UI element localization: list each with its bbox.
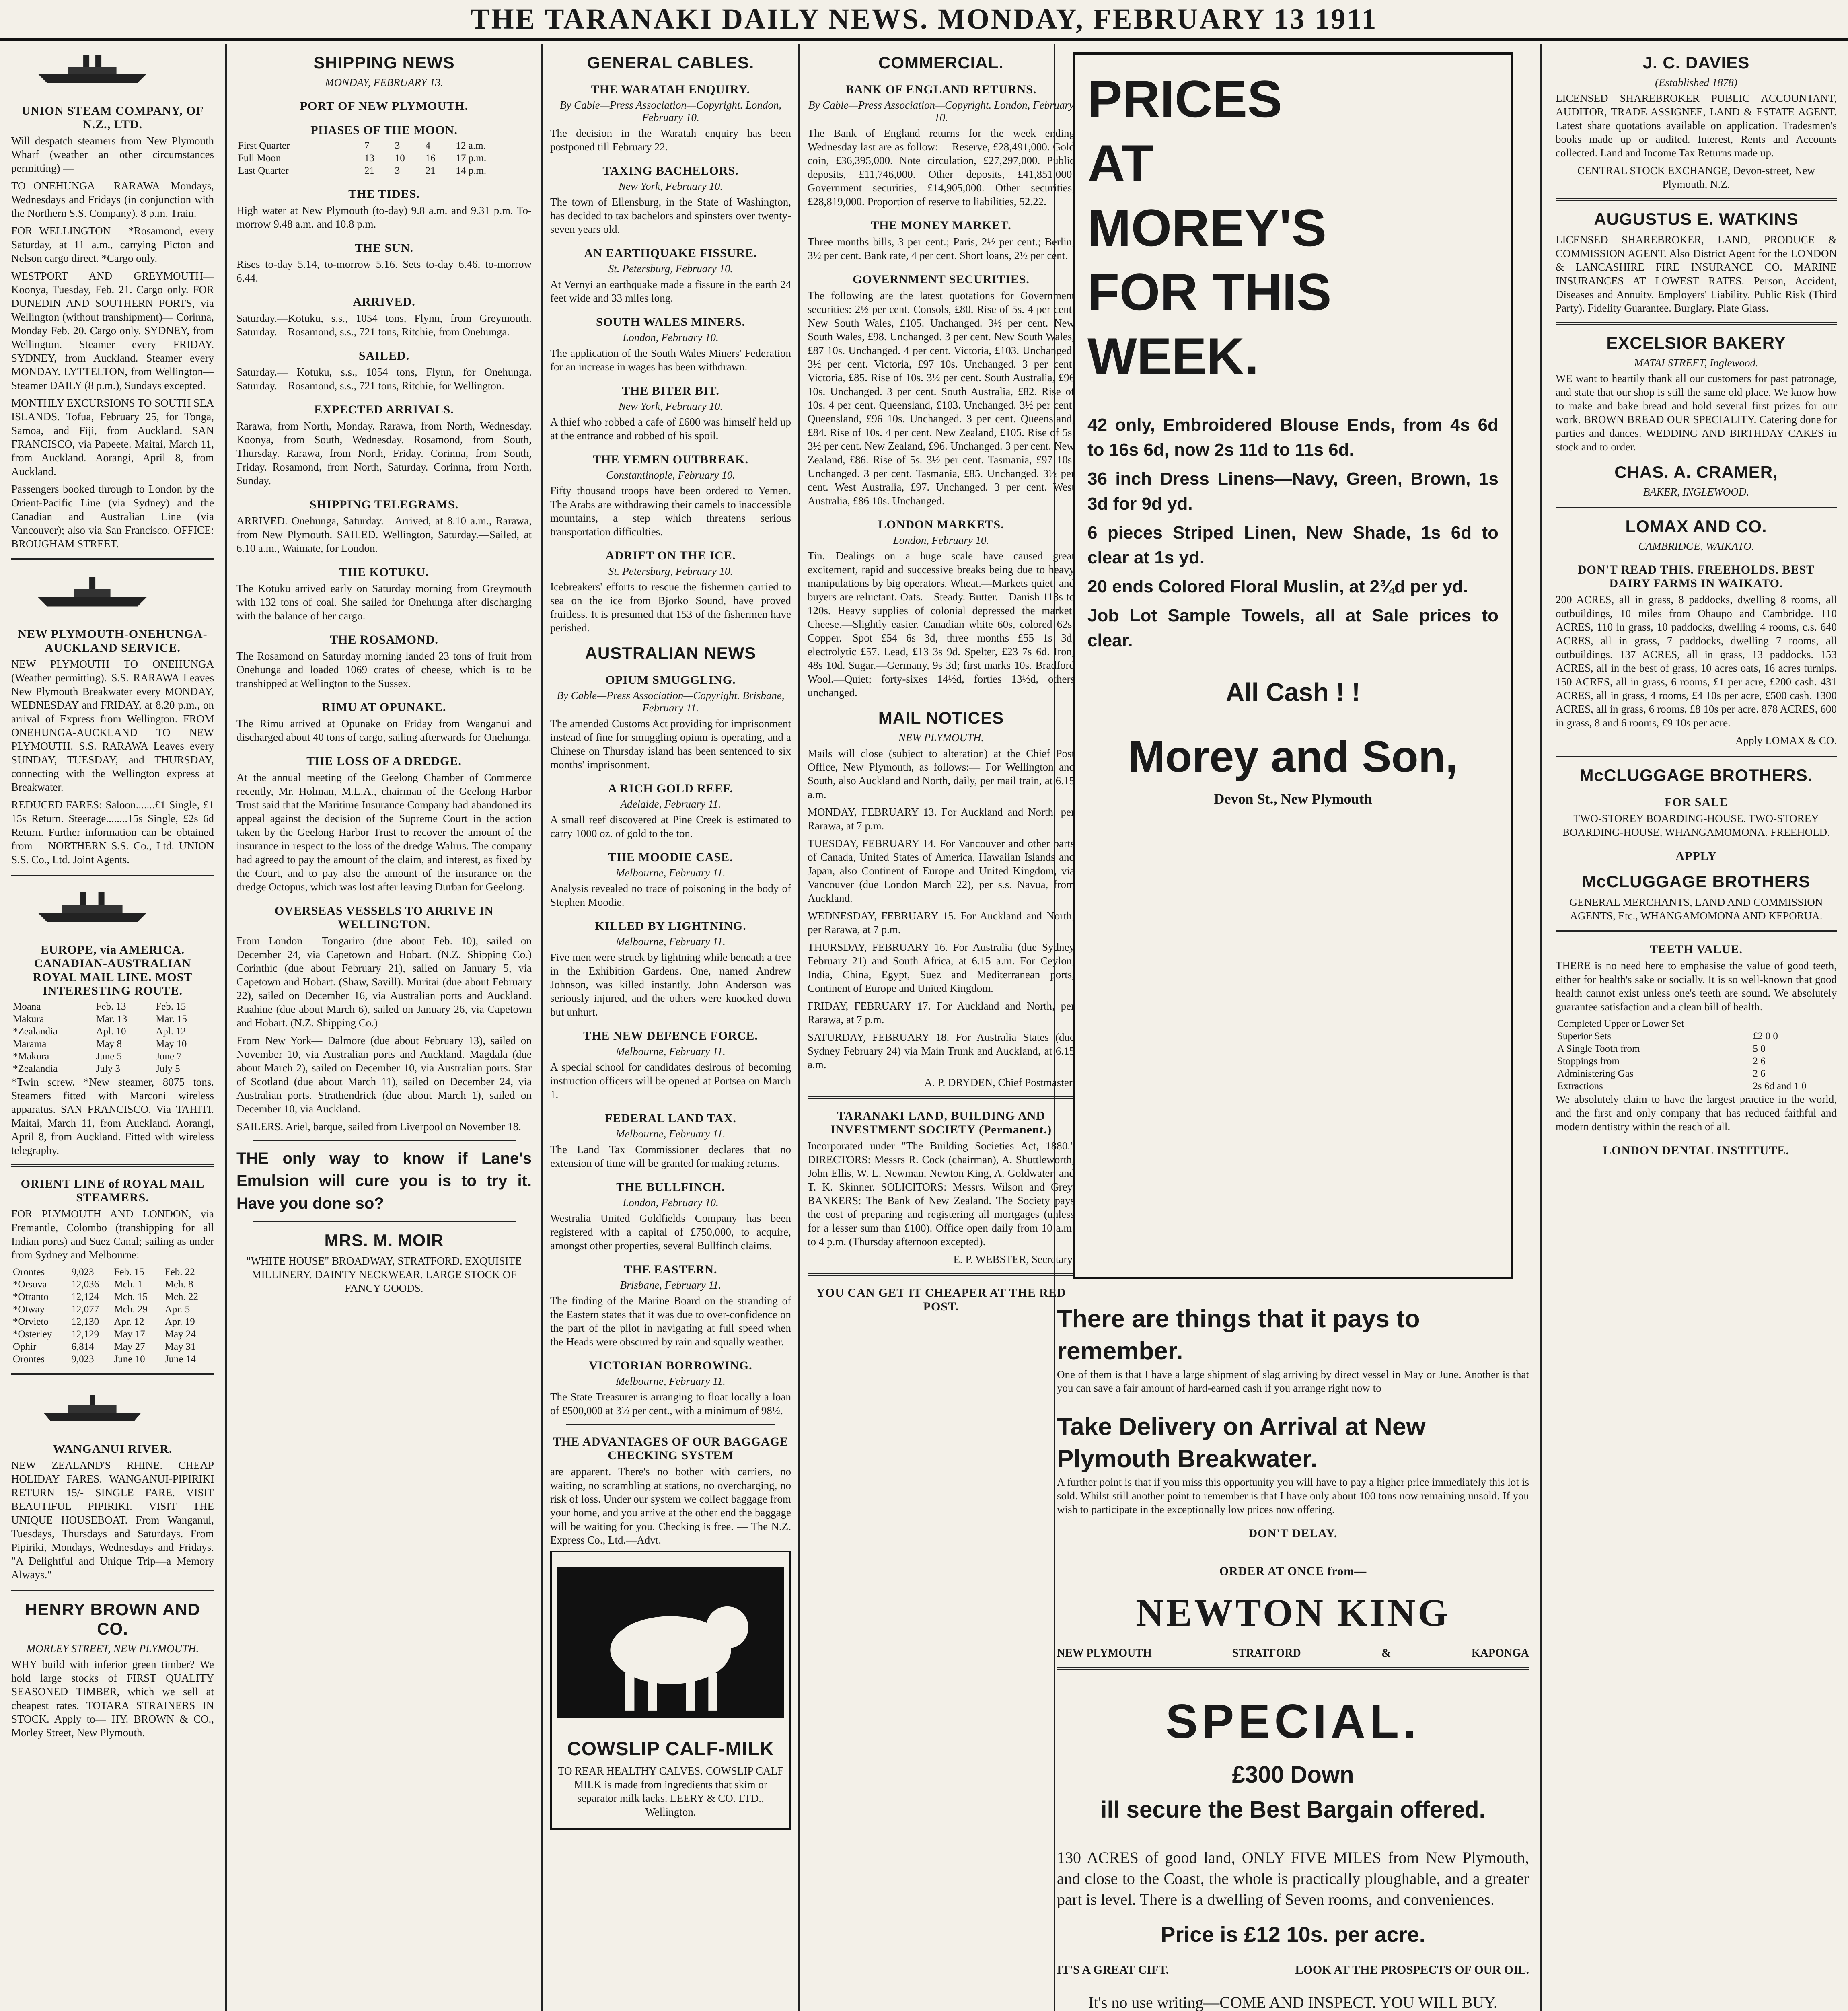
- story-dateline: London, February 10.: [623, 331, 719, 343]
- divider: [1057, 1667, 1529, 1670]
- story-text: The decision in the Waratah enquiry has been postponed till February 22.: [550, 127, 791, 153]
- story-dateline: Melbourne, February 11.: [616, 1128, 726, 1140]
- dental-institute: LONDON DENTAL INSTITUTE.: [1603, 1144, 1789, 1157]
- money-text: Three months bills, 3 per cent.; Paris, 2½ per cent.; Berlin, 3½ per cent. Bank rate, 4 per cent. Short loans, 2½ per cent.: [808, 236, 1075, 261]
- newyork-text: From New York— Dalmore (due about February 13), sailed on November 10, via Australian ports and Auckland. Magdala (due about March 2), sailed on December 10, via Australian ports. Star of Scotland (due about March 11), sailed on December 24, via Australian ports. Strathendrick (due about March 1), sailed on December 10, via Auckland.: [236, 1034, 532, 1115]
- story-heading: THE BITER BIT.: [622, 384, 719, 397]
- mail-day: MONDAY, FEBRUARY 13. For Auckland and North, per Rarawa, at 7 p.m.: [808, 806, 1075, 832]
- np-service-heading: NEW PLYMOUTH-ONEHUNGA-AUCKLAND SERVICE.: [18, 627, 208, 654]
- table-row: *Zealandia July 3 July 5: [13, 1063, 180, 1074]
- cramer-sub: BAKER, INGLEWOOD.: [1643, 486, 1749, 498]
- brown-heading: HENRY BROWN AND CO.: [25, 1600, 200, 1638]
- divider: [11, 1589, 214, 1591]
- baggage-text: are apparent. There's no bother with carriers, no waiting, no scrambling at stations, no overcharging, no risk of loss. Under our system we collect baggage from your home, and you arrive at the other end the baggage will be waiting for you. Checking is free. — The N.Z. Express Co., Ltd.—Advt.: [550, 1466, 791, 1546]
- mail-text: Mails will close (subject to alteration) at the Chief Post Office, New Plymouth, as follows:— For Wellington and South, also Auckland and North, daily, per mail train, at 6.15 a.m.: [808, 747, 1075, 800]
- moreys-name: Morey and Son,: [1128, 732, 1458, 781]
- brown-address: MORLEY STREET, NEW PLYMOUTH.: [26, 1643, 199, 1655]
- moreys-item: 36 inch Dress Linens—Navy, Green, Brown, 1s 3d for 9d yd.: [1087, 469, 1499, 514]
- moreys-item: Job Lot Sample Towels, all at Sale prices to clear.: [1087, 606, 1499, 650]
- column-rule: [225, 44, 227, 2011]
- story-dateline: St. Petersburg, February 10.: [608, 263, 733, 275]
- divider: [11, 1373, 214, 1375]
- london-text: Tin.—Dealings on a huge scale have caused great excitement, rapid and successive breaks being due to heavy manipulations by big operators. Wheat.—Markets quiet, and buyers are reluctant. Oats.—Steady. Butter.—Danish 118s to 120s. Heavy supplies of colonial depressed the market. Cheese.—Slightly easier. Canadian white 60s, colored 62s. Copper.—Spot £54 6s 3d, three months £55 1s 3d, electrolytic £57. Lead, £13 3s 9d. Spelter, £23 7s 6d. Iron, 48s 10d. Sugar.—Germany, 9s 3d; first marks 10s. Bradford Wool.—Quiet; forty-sixes 14½d, forties 13½d, others unchanged.: [808, 550, 1075, 699]
- davies-text: LICENSED SHAREBROKER PUBLIC ACCOUNTANT, AUDITOR, TRADE ASSIGNEE, LAND & ESTATE AGENT. Latest share quotations available on application. Tradesmen's books made up or audited. Interest, Rents and Accounts collected. Land and Income Tax Returns made up.: [1556, 92, 1837, 159]
- mail-place: NEW PLYMOUTH.: [898, 732, 984, 744]
- column-rule: [1540, 44, 1542, 2011]
- column-4: [800, 44, 1082, 2011]
- story-text: A small reef discovered at Pine Creek is estimated to carry 1000 oz. of gold to the ton.: [550, 814, 791, 839]
- story-heading: TAXING BACHELORS.: [602, 164, 739, 177]
- newton-king-name: NEWTON KING: [1136, 1591, 1450, 1634]
- special-headline: SPECIAL.: [1166, 1694, 1420, 1748]
- table-row: Makura Mar. 13 Mar. 15: [13, 1014, 187, 1024]
- story-heading: THE BULLFINCH.: [616, 1180, 725, 1194]
- general-cables-heading: GENERAL CABLES.: [587, 53, 754, 72]
- divider: [1556, 506, 1837, 508]
- mccluggage-name: McCLUGGAGE BROTHERS.: [1579, 766, 1813, 785]
- orient-heading: ORIENT LINE of ROYAL MAIL STEAMERS.: [21, 1177, 205, 1204]
- moreys-ad: [1073, 52, 1513, 1279]
- bakery-text: WE want to heartily thank all our customers for past patronage, and state that our shop is still the same old place. We know how to make and bake bread and hold several first prizes for our work. BROWN BREAD OUR SPECIALITY. Catering done for parties and dances. WEDDING AND BIRTHDAY CAKES in stock and to order.: [1556, 372, 1837, 453]
- story-text: At Vernyi an earthquake made a fissure in the earth 24 feet wide and 33 miles long.: [550, 278, 791, 304]
- union-intro: Will despatch steamers from New Plymouth Wharf (weather an other circumstances permitting) —: [11, 135, 214, 174]
- red-post-ad: YOU CAN GET IT CHEAPER AT THE RED POST.: [816, 1286, 1066, 1313]
- story-heading: ADRIFT ON THE ICE.: [605, 549, 736, 562]
- table-row: Superior Sets £2 0 0: [1557, 1031, 1778, 1042]
- divider: [1556, 322, 1837, 325]
- story-text: The State Treasurer is arranging to float locally a loan of £500,000 at 3½ per cent., with a minimum of 98½.: [550, 1391, 791, 1417]
- davies-name: J. C. DAVIES: [1642, 53, 1750, 72]
- canadian-note: *Twin screw. *New steamer, 8075 tons. Steamers fitted with Marconi wireless apparatus. SAN FRANCISCO, Via TAHITI. Maitai, March 11, from Auckland. Aorangi, April 8, from Auckland. Fitted with wireless telegraphy.: [11, 1076, 214, 1156]
- union-onehunga: TO ONEHUNGA— RARAWA—Mondays, Wednesdays and Fridays (in conjunction with the Northern S.S. Company). 8 p.m. Train.: [11, 180, 214, 219]
- table-row: Extractions 2s 6d and 1 0: [1557, 1081, 1807, 1092]
- cowslip-text: TO REAR HEALTHY CALVES. COWSLIP CALF MILK is made from ingredients that skim or separator milk lacks. LEERY & CO. LTD., Wellington.: [557, 1765, 784, 1818]
- table-row: *Otranto 12,124 Mch. 15 Mch. 22: [13, 1291, 199, 1302]
- lomax-text: 200 ACRES, all in grass, 8 paddocks, dwelling 8 rooms, all outbuildings, 10 miles from Ohaupo and Cambridge. 110 ACRES, 110 in grass, 10 paddocks, dwelling 4 rooms, c.s. 640 ACRES, all in grass, 7 paddocks, dwelling 7 rooms, all outbuildings. 137 ACRES, all in grass, 13 paddocks. 153 ACRES, all in the best of grass, 10 acres oats, 16 acres turnips. 150 ACRES, all in grass, 6 rooms, £1 per acre, £200 cash. 431 ACRES, all in grass, 4 rooms, £4 10s per acre, £500 cash. 1300 ACRES, all in grass, 6 rooms, £8 10s per acre. 878 ACRES, 600 in grass, 8 and 6 rooms, £9 10s per acre.: [1556, 594, 1837, 729]
- money-heading: THE MONEY MARKET.: [871, 219, 1011, 232]
- moreys-prices-headline: PRICES AT MOREY'S FOR THIS WEEK.: [1087, 70, 1332, 386]
- mail-day: FRIDAY, FEBRUARY 17. For Auckland and North, per Rarawa, at 7 p.m.: [808, 1000, 1075, 1026]
- expected-text: Rarawa, from North, Monday. Rarawa, from North, Wednesday. Koonya, from South, Wednesday. Rosamond, from South, Thursday. Rarawa, from North, Friday. Corinna, from South, Friday. Rosamond, from North, Saturday. Corinna, from North, Sunday.: [236, 420, 532, 487]
- story-dateline: Constantinople, February 10.: [606, 469, 735, 481]
- mccluggage-text-2: GENERAL MERCHANTS, LAND AND COMMISSION AGENTS, Etc., WHANGAMOMONA AND KEPORUA.: [1569, 896, 1823, 922]
- mccluggage-apply: APPLY: [1675, 849, 1717, 863]
- union-wellington: FOR WELLINGTON— *Rosamond, every Saturday, at 11 a.m., carrying Picton and Nelson cargo direct. *Cargo only.: [11, 225, 214, 264]
- union-westport: WESTPORT AND GREYMOUTH— Koonya, Tuesday, Feb. 21. Cargo only. FOR DUNEDIN AND SOUTHERN PORTS, via Wellington (without transhipment)— Corinna, Monday Feb. 20. Cargo only. SYDNEY, from Wellington. Steamer every FRIDAY. SYDNEY, from Auckland. Steamer every MONDAY. LYTTELTON, from Wellington— Steamer DAILY (8 p.m.), Sundays excepted.: [11, 270, 214, 391]
- table-row: Moana Feb. 13 Feb. 15: [13, 1001, 186, 1012]
- story-heading: A RICH GOLD REEF.: [608, 782, 733, 795]
- column-5: [1050, 44, 1536, 2011]
- dredge-heading: THE LOSS OF A DREDGE.: [306, 755, 462, 768]
- lomax-name: LOMAX AND CO.: [1625, 517, 1767, 536]
- story-dateline: Melbourne, February 11.: [616, 936, 726, 948]
- divider: [253, 1140, 516, 1141]
- davies-address: CENTRAL STOCK EXCHANGE, Devon-street, New Plymouth, N.Z.: [1577, 164, 1815, 190]
- remember-text: One of them is that I have a large shipment of slag arriving by direct vessel in May or June. Another is that you can save a fair amount of hard-earned cash if you arrange right now to: [1057, 1368, 1529, 1394]
- column-2: [229, 44, 539, 2011]
- delivery-headline: Take Delivery on Arrival at New Plymouth Breakwater.: [1057, 1413, 1426, 1473]
- mail-day: WEDNESDAY, FEBRUARY 15. For Auckland and North, per Rarawa, at 7 p.m.: [808, 910, 1075, 936]
- dredge-text: At the annual meeting of the Geelong Chamber of Commerce recently, Mr. Holman, M.L.A., chairman of the Geelong Harbor Trust said that the Maritime Insurance Company had abandoned its appeal against the decision of the Supreme Court in the action taken by the Geelong Harbor Trust to recover the amount of the insurance in respect to the loss of the dredge Walrus. The company had agreed to pay the amount of the claim, and interest, as fixed by the Court, and to pay also the amount of the insurance on the dredge Octopus, which was lost after leaving Durban for Geelong.: [236, 771, 532, 893]
- cow-icon: [557, 1558, 784, 1727]
- table-row: Administering Gas 2 6: [1557, 1068, 1766, 1079]
- arrived-heading: ARRIVED.: [353, 295, 415, 308]
- column-rule: [798, 44, 800, 2011]
- story-dateline: New York, February 10.: [618, 400, 723, 412]
- shipping-date: MONDAY, FEBRUARY 13.: [325, 76, 444, 88]
- expected-heading: EXPECTED ARRIVALS.: [314, 403, 454, 416]
- moreys-cash: All Cash ! !: [1225, 678, 1361, 707]
- np-service-text: NEW PLYMOUTH TO ONEHUNGA (Weather permitting). S.S. RARAWA Leaves New Plymouth Breakwater every MONDAY, WEDNESDAY and FRIDAY, at 8.20 p.m., on arrival of Express from Wellington. FROM ONEHUNGA-AUCKLAND TO NEW PLYMOUTH. S.S. RARAWA Leaves every SUNDAY, TUESDAY, and THURSDAY, connecting with the Wellington express at Breakwater.: [11, 658, 214, 793]
- tln-signature: E. P. WEBSTER, Secretary.: [953, 1253, 1075, 1265]
- lomax-sign: Apply LOMAX & CO.: [1735, 734, 1837, 746]
- divider: [808, 1273, 1075, 1276]
- table-row: Last Quarter 21 3 21 14 p.m.: [238, 165, 487, 176]
- table-row: *Zealandia Apl. 10 Apl. 12: [13, 1026, 186, 1037]
- divider: [253, 1221, 516, 1222]
- lanes-emulsion-ad: THE only way to know if Lane's Emulsion will cure you is to try it. Have you done so?: [236, 1149, 532, 1212]
- story-text: Fifty thousand troops have been ordered to Yemen. The Arabs are withdrawing their camels to inaccessible mountains, a step which threatens serious transportation difficulties.: [550, 485, 791, 538]
- brown-text: WHY build with inferior green timber? We hold large stocks of FIRST QUALITY SEASONED TIMBER, which we sell at cheapest rates. TOTARA STRAINERS IN STOCK. Apply to— HY. BROWN & CO., Morley Street, New Plymouth.: [11, 1658, 214, 1739]
- overseas-text: From London— Tongariro (due about Feb. 10), sailed on December 24, via Capetown and Hobart. (N.Z. Shipping Co.) Corinthic (due about February 21), sailed on January 5, via Capetown and Hobart. (Shaw, Savill). Muritai (due about February 22), sailed on December 16, via Australian ports and Auckland. Ruahine (due about March 6), sailed on January 26, via Capetown and Hobart. (N.Z. Shipping Co.): [236, 935, 532, 1029]
- special-price: Price is £12 10s. per acre.: [1161, 1923, 1425, 1947]
- mccluggage-sale: FOR SALE: [1664, 796, 1728, 809]
- reduced-fares: REDUCED FARES: Saloon.......£1 Single, £1 15s Return. Steerage........15s Single, £2s 6d Return. Further information can be obtained from— NORTHERN S.S. Co., Ltd. UNION S.S. Co., Ltd. Joint Agents.: [11, 799, 214, 866]
- moon-table: [236, 140, 532, 177]
- canadian-line-heading: EUROPE, via AMERICA. CANADIAN-AUSTRALIAN ROYAL MAIL LINE. MOST INTERESTING ROUTE.: [33, 943, 193, 997]
- story-text: Analysis revealed no trace of poisoning in the body of Stephen Moodie.: [550, 882, 791, 908]
- table-row: Completed Upper or Lower Set: [1557, 1018, 1684, 1029]
- steamer-icon: [11, 889, 173, 925]
- story-text: A special school for candidates desirous of becoming instruction officers will be opened at Portsea on March 1.: [550, 1061, 791, 1100]
- moreys-item: 20 ends Colored Floral Muslin, at 2¾d per yd.: [1087, 577, 1468, 596]
- sailed-text: Saturday.— Kotuku, s.s., 1054 tons, Flynn, for Onehunga. Saturday.—Rosamond, s.s., 721 tons, Ritchie, for Wellington.: [236, 366, 532, 392]
- divider: [808, 1096, 1075, 1099]
- story-text: The town of Ellensburg, in the State of Washington, has decided to tax bachelors and spinsters over twenty-seven years old.: [550, 196, 791, 235]
- delivery-text: A further point is that if you miss this opportunity you will have to pay a higher price immediately this lot is sold. Whilst still another point to remember is that I have only about 100 tons now remaining unsold. If you wish to participate in the exceptionally low prices now offering.: [1057, 1476, 1529, 1515]
- story-heading: OPIUM SMUGGLING.: [605, 673, 736, 687]
- divider: [1556, 755, 1837, 757]
- boe-text: The Bank of England returns for the week ending Wednesday last are as follow:— Reserve, £28,491,000. Gold coin, £36,395,000. Note circulation, £27,297,000. Public deposits, £11,746,000. Other deposits, £41,851,000. Government securities, £14,905,000. Other securities, £28,819,000. Proportion of reserve to liabilities, 52.22.: [808, 127, 1075, 208]
- mccluggage-text: TWO-STOREY BOARDING-HOUSE. TWO-STOREY BOARDING-HOUSE, WHANGAMOMONA. FREEHOLD.: [1562, 812, 1830, 838]
- table-row: Marama May 8 May 10: [13, 1038, 187, 1049]
- rimu-text: The Rimu arrived at Opunake on Friday from Wanganui and discharged about 40 tons of cargo, sailing afterwards for Onehunga.: [236, 718, 532, 743]
- story-dateline: New York, February 10.: [618, 180, 723, 192]
- moreys-address: Devon St., New Plymouth: [1214, 791, 1372, 807]
- story-heading: AN EARTHQUAKE FISSURE.: [584, 247, 757, 260]
- story-heading: FEDERAL LAND TAX.: [605, 1112, 736, 1125]
- story-heading: THE EASTERN.: [624, 1263, 717, 1276]
- gov-text: The following are the latest quotations for Government securities: 2½ per cent. Consols, £80. Rise of 5s. 4 per cent. New South Wales, £105. Unchanged. 3½ per cent. New South Wales, £98. Unchanged. 3 per cent. New South Wales, £87 10s. Unchanged. 4 per cent. Victoria, £103. Unchanged. 3½ per cent. Victoria, £97 10s. Unchanged. 3 per cent. Victoria, £85. Rise of 10s. 3½ per cent. South Australia, £96 10s. Unchanged. 3 per cent. South Australia, £82. Rise of 10s. 4 per cent. Queensland, £103. Unchanged. 3½ per cent. Queensland, £96 10s. Unchanged. 3 per cent. Queensland, £84. Rise of 10s. 4 per cent. New Zealand, £105. Rise of 5s. 3½ per cent. New Zealand, £96. Unchanged. 3 per cent. New Zealand, £86. Rise of 5s. 3½ per cent. Tasmania, £97 10s. Unchanged. 3 per cent. Tasmania, £85. Unchanged. 3½ per cent. West Australia, £97. Unchanged. 3 per cent. West Australia, £86 10s. Unchanged.: [808, 290, 1075, 507]
- table-row: *Osterley 12,129 May 17 May 24: [13, 1329, 196, 1340]
- newton-king-towns: NEW PLYMOUTH STRATFORD & KAPONGA: [1057, 1647, 1529, 1659]
- story-heading: SOUTH WALES MINERS.: [596, 315, 746, 329]
- rosamond-heading: THE ROSAMOND.: [330, 633, 438, 646]
- story-dateline: London, February 10.: [623, 1197, 719, 1209]
- telegrams-heading: SHIPPING TELEGRAMS.: [309, 498, 459, 511]
- story-dateline: Melbourne, February 11.: [616, 1375, 726, 1387]
- tides-text: High water at New Plymouth (to-day) 9.8 a.m. and 9.31 p.m. To-morrow 9.48 a.m. and 10.8 p.m.: [236, 204, 532, 230]
- cowslip-title: COWSLIP CALF-MILK: [567, 1738, 774, 1760]
- divider: [11, 1164, 214, 1167]
- boe-dateline: By Cable—Press Association—Copyright. London, February 10.: [808, 99, 1074, 123]
- column-3: [543, 44, 798, 2011]
- rosamond-text: The Rosamond on Saturday morning landed 23 tons of fruit from Onehunga and loaded 1069 crates of cheese, which is to be transhipped at Wellington to the Sussex.: [236, 650, 532, 689]
- lomax-place: CAMBRIDGE, WAIKATO.: [1638, 540, 1754, 552]
- teeth-heading: TEETH VALUE.: [1650, 943, 1743, 956]
- overseas-heading: OVERSEAS VESSELS TO ARRIVE IN WELLINGTON.: [274, 904, 494, 931]
- table-row: A Single Tooth from 5 0: [1557, 1043, 1766, 1054]
- story-dateline: By Cable—Press Association—Copyright. London, February 10.: [559, 99, 782, 123]
- london-heading: LONDON MARKETS.: [878, 518, 1004, 531]
- story-text: The amended Customs Act providing for imprisonment instead of fine for smuggling opium is operating, and a Chinese on Thursday island has been sentenced to six months' imprisonment.: [550, 718, 791, 771]
- story-heading: THE NEW DEFENCE FORCE.: [583, 1029, 758, 1043]
- australian-news-heading: AUSTRALIAN NEWS: [585, 644, 756, 662]
- story-text: The finding of the Marine Board on the stranding of the Eastern states that it was due to over-confidence on the part of the pilot in navigating at full speed when the Heads were obscured by rain and squally weather.: [550, 1295, 791, 1348]
- orient-text: FOR PLYMOUTH AND LONDON, via Fremantle, Colombo (transhipping for all Indian ports) and Suez Canal; sailing as under from Sydney and Melbourne:—: [11, 1208, 214, 1261]
- special-inspect: It's no use writing—COME AND INSPECT. YOU WILL BUY.: [1088, 1993, 1498, 2011]
- sun-heading: THE SUN.: [354, 241, 414, 255]
- table-row: Orontes 9,023 Feb. 15 Feb. 22: [13, 1267, 195, 1277]
- cramer-name: CHAS. A. CRAMER,: [1614, 463, 1778, 481]
- divider: [11, 558, 214, 560]
- divider: [566, 1424, 775, 1425]
- arrived-text: Saturday.—Kotuku, s.s., 1054 tons, Flynn, from Greymouth. Saturday.—Rosamond, s.s., 721 tons, Ritchie, from Onehunga.: [236, 312, 532, 338]
- column-6: [1548, 44, 1844, 2011]
- moreys-item: 42 only, Embroidered Blouse Ends, from 4s 6d to 16s 6d, now 2s 11d to 11s 6d.: [1087, 415, 1499, 460]
- shipping-news-heading: SHIPPING NEWS: [313, 53, 455, 72]
- kotuku-text: The Kotuku arrived early on Saturday morning from Greymouth with 132 tons of coal. She sailed for Onehunga after discharging with the balance of her cargo.: [236, 582, 532, 622]
- divider: [1556, 930, 1837, 932]
- special-tagline: IT'S A GREAT CIFT. LOOK AT THE PROSPECTS OF OUR OIL.: [1057, 1963, 1529, 1976]
- story-dateline: St. Petersburg, February 10.: [608, 565, 733, 577]
- moir-text: "WHITE HOUSE" BROADWAY, STRATFORD. EXQUISITE MILLINERY. DAINTY NECKWEAR. LARGE STOCK OF FANCY GOODS.: [246, 1255, 522, 1294]
- table-row: Stoppings from 2 6: [1557, 1056, 1766, 1067]
- story-heading: THE WARATAH ENQUIRY.: [591, 83, 750, 96]
- order-from: ORDER AT ONCE from—: [1219, 1565, 1367, 1578]
- sailed-heading: SAILED.: [358, 349, 410, 362]
- remember-headline: There are things that it pays to remember.: [1057, 1305, 1420, 1365]
- sailers-text: SAILERS. Ariel, barque, sailed from Liverpool on November 18.: [236, 1121, 521, 1133]
- mail-heading: MAIL NOTICES: [878, 708, 1004, 727]
- story-text: Icebreakers' efforts to rescue the fishermen carried to sea on the ice from Bjorko Sound, have proved fruitless. It is presumed that 153 of the fishermen have perished.: [550, 581, 791, 634]
- column-rule: [541, 44, 543, 2011]
- mccluggage-name-2: McCLUGGAGE BROTHERS: [1582, 872, 1811, 891]
- story-heading: VICTORIAN BORROWING.: [589, 1359, 752, 1372]
- mail-day: TUESDAY, FEBRUARY 14. For Vancouver and other parts of Canada, United States of America, Hawaiian Islands and Japan, also Continent of Europe and United Kingdom, via Vancouver (due London March 22), per s.s. Navua, from Auckland.: [808, 837, 1075, 904]
- london-dateline: London, February 10.: [893, 534, 989, 546]
- story-heading: THE MOODIE CASE.: [608, 851, 733, 864]
- table-row: *Otway 12,077 Mch. 29 Apr. 5: [13, 1304, 190, 1315]
- story-dateline: Melbourne, February 11.: [616, 1045, 726, 1057]
- davies-established: (Established 1878): [1655, 76, 1737, 88]
- dont-delay: DON'T DELAY.: [1248, 1527, 1338, 1540]
- story-text: A thief who robbed a cafe of £600 was himself held up at the entrance and robbed of his spoil.: [550, 416, 791, 442]
- watkins-name: AUGUSTUS E. WATKINS: [1594, 210, 1799, 228]
- union-heading: UNION STEAM COMPANY, OF N.Z., LTD.: [21, 104, 204, 131]
- story-dateline: Brisbane, February 11.: [620, 1279, 722, 1291]
- union-passengers: Passengers booked through to London by the Orient-Pacific Line (via Sydney) and the Canadian and Australian Line (via Vancouver); also via San Francisco. OFFICE: BROUGHAM STREET.: [11, 483, 214, 550]
- story-heading: THE YEMEN OUTBREAK.: [592, 453, 749, 466]
- tln-heading: TARANAKI LAND, BUILDING AND INVESTMENT SOCIETY (Permanent.): [830, 1109, 1052, 1136]
- bakery-name: EXCELSIOR BAKERY: [1606, 333, 1786, 352]
- divider: [11, 874, 214, 876]
- mail-day: THURSDAY, FEBRUARY 16. For Australia (due Sydney February 21) and South Africa, at 6.15 a.m. For Ceylon, India, China, Egypt, Suez and Mediterranean ports, Continent of Europe and United Kingdom.: [808, 941, 1075, 994]
- tides-heading: THE TIDES.: [348, 187, 420, 201]
- special-down: £300 Down: [1232, 1762, 1354, 1788]
- wanganui-text: NEW ZEALAND'S RHINE. CHEAP HOLIDAY FARES. WANGANUI-PIPIRIKI RETURN 15/- SINGLE FARE. VISIT BEAUTIFUL PIPIRIKI. VISIT THE UNIQUE HOUSEBOAT. From Wanganui, Tuesdays, Thursdays and Saturdays. From Pipiriki, Mondays, Wednesdays and Fridays. "A Delightful and Unique Trip—a Memory Always.": [11, 1459, 214, 1581]
- column-1: [4, 44, 221, 2011]
- riverboat-icon: [11, 1388, 173, 1424]
- teeth-note: We absolutely claim to have the largest practice in the world, and the first and only company that has reduced faithful and modern dentistry within the reach of all.: [1556, 1093, 1837, 1133]
- lomax-heading: DON'T READ THIS. FREEHOLDS. BEST DAIRY FARMS IN WAIKATO.: [1577, 563, 1815, 590]
- mail-day: SATURDAY, FEBRUARY 18. For Australia States (due Sydney February 24) via Main Trunk and Auckland, at 6.15 a.m.: [808, 1031, 1075, 1071]
- teeth-text: THERE is no need here to emphasise the value of good teeth, either for health's sake or socially. It is so well-known that good health cannot exist unless one's teeth are sound. We absolutely guarantee satisfaction and a clean bill of health.: [1556, 960, 1837, 1013]
- tln-text: Incorporated under "The Building Societies Act, 1880." DIRECTORS: Messrs R. Cock (chairman), A. Shuttleworth, John Ellis, W. L. Newman, Newton King, A. Goldwater, and T. K. Skinner. SOLICITORS: Messrs. Wilson and Grey. BANKERS: The Bank of New Zealand. The Society pays the cost of preparing and registering all mortgages (unless for a lesser sum than £100). Office open daily from 10 a.m. to 4 p.m. (Thursday afternoon excepted).: [808, 1140, 1075, 1248]
- moon-heading: PHASES OF THE MOON.: [310, 123, 458, 137]
- table-row: Ophir 6,814 May 27 May 31: [13, 1341, 196, 1352]
- telegrams-text: ARRIVED. Onehunga, Saturday.—Arrived, at 8.10 a.m., Rarawa, from New Plymouth. SAILED. Wellington, Saturday.—Sailed, at 6.10 a.m., Waimate, for London.: [236, 515, 532, 554]
- port-heading: PORT OF NEW PLYMOUTH.: [300, 99, 469, 113]
- story-text: Five men were struck by lightning while beneath a tree in the Exhibition Gardens. One, named Andrew Johnson, was killed instantly. John Anderson was seriously injured, and the others were knocked down but unhurt.: [550, 951, 791, 1018]
- kotuku-heading: THE KOTUKU.: [339, 565, 429, 579]
- masthead: [0, 0, 1848, 41]
- story-dateline: Melbourne, February 11.: [616, 867, 726, 879]
- table-row: *Makura June 5 June 7: [13, 1051, 182, 1062]
- story-heading: KILLED BY LIGHTNING.: [595, 919, 746, 933]
- story-dateline: Adelaide, February 11.: [620, 798, 721, 810]
- gov-heading: GOVERNMENT SECURITIES.: [853, 273, 1030, 286]
- special-secure: ill secure the Best Bargain offered.: [1100, 1797, 1486, 1823]
- baggage-heading: THE ADVANTAGES OF OUR BAGGAGE CHECKING SYSTEM: [553, 1435, 789, 1462]
- cowslip-ad: [550, 1551, 791, 1830]
- teeth-price-table: [1556, 1018, 1837, 1092]
- divider: [1556, 198, 1837, 201]
- canadian-sailings-table: [11, 1000, 214, 1075]
- bakery-address: MATAI STREET, Inglewood.: [1634, 357, 1758, 369]
- table-row: *Orvieto 12,130 Apr. 12 Apr. 19: [13, 1316, 195, 1327]
- commercial-heading: COMMERCIAL.: [878, 53, 1004, 72]
- table-row: *Orsova 12,036 Mch. 1 Mch. 8: [13, 1279, 193, 1290]
- masthead-title: THE TARANAKI DAILY NEWS. MONDAY, FEBRUARY 13 1911: [470, 3, 1378, 35]
- rimu-heading: RIMU AT OPUNAKE.: [322, 701, 446, 714]
- boe-heading: BANK OF ENGLAND RETURNS.: [845, 83, 1037, 96]
- mail-signature: A. P. DRYDEN, Chief Postmaster.: [924, 1076, 1075, 1088]
- sun-text: Rises to-day 5.14, to-morrow 5.16. Sets to-day 6.46, to-morrow 6.44.: [236, 258, 532, 284]
- story-text: Westralia United Goldfields Company has been registered with a capital of £750,000, to acquire, amongst other properties, several Bullfinch claims.: [550, 1212, 791, 1252]
- steamer-icon: [11, 50, 173, 86]
- steamer-icon: [11, 573, 173, 609]
- moir-name: MRS. M. MOIR: [324, 1231, 444, 1250]
- story-text: The Land Tax Commissioner declares that no extension of time will be granted for making returns.: [550, 1143, 791, 1169]
- watkins-text: LICENSED SHAREBROKER, LAND, PRODUCE & COMMISSION AGENT. Also District Agent for the LONDON & LANCASHIRE FIRE INSURANCE CO. MARINE INSURANCES AT LOWEST RATES. Person, Accident, Diseases and Annuity. Employers' Liability. Public Risk (Third Party). Fidelity Guarantee. Burglary. Plate Glass.: [1556, 234, 1837, 314]
- table-row: Orontes 9,023 June 10 June 14: [13, 1354, 196, 1365]
- table-row: Full Moon 13 10 16 17 p.m.: [238, 153, 487, 164]
- orient-sailings-table: [11, 1266, 214, 1365]
- story-dateline: By Cable—Press Association—Copyright. Brisbane, February 11.: [557, 689, 785, 714]
- moreys-item: 6 pieces Striped Linen, New Shade, 1s 6d to clear at 1s yd.: [1087, 523, 1499, 568]
- union-excursions: MONTHLY EXCURSIONS TO SOUTH SEA ISLANDS. Tofua, February 25, for Tonga, Samoa, and Fiji, from Auckland. SAN FRANCISCO, via Papeete. Maitai, March 11, from Auckland. Aorangi, April 8, from Auckland.: [11, 397, 214, 477]
- special-acres: 130 ACRES of good land, ONLY FIVE MILES from New Plymouth, and close to the Coast, the whole is practically ploughable, and a greater part is level. There is a dwelling of Seven rooms, and conveniences.: [1057, 1849, 1529, 1908]
- wanganui-heading: WANGANUI RIVER.: [53, 1442, 173, 1456]
- story-text: The application of the South Wales Miners' Federation for an increase in wages has been withdrawn.: [550, 347, 791, 373]
- table-row: First Quarter 7 3 4 12 a.m.: [238, 140, 486, 151]
